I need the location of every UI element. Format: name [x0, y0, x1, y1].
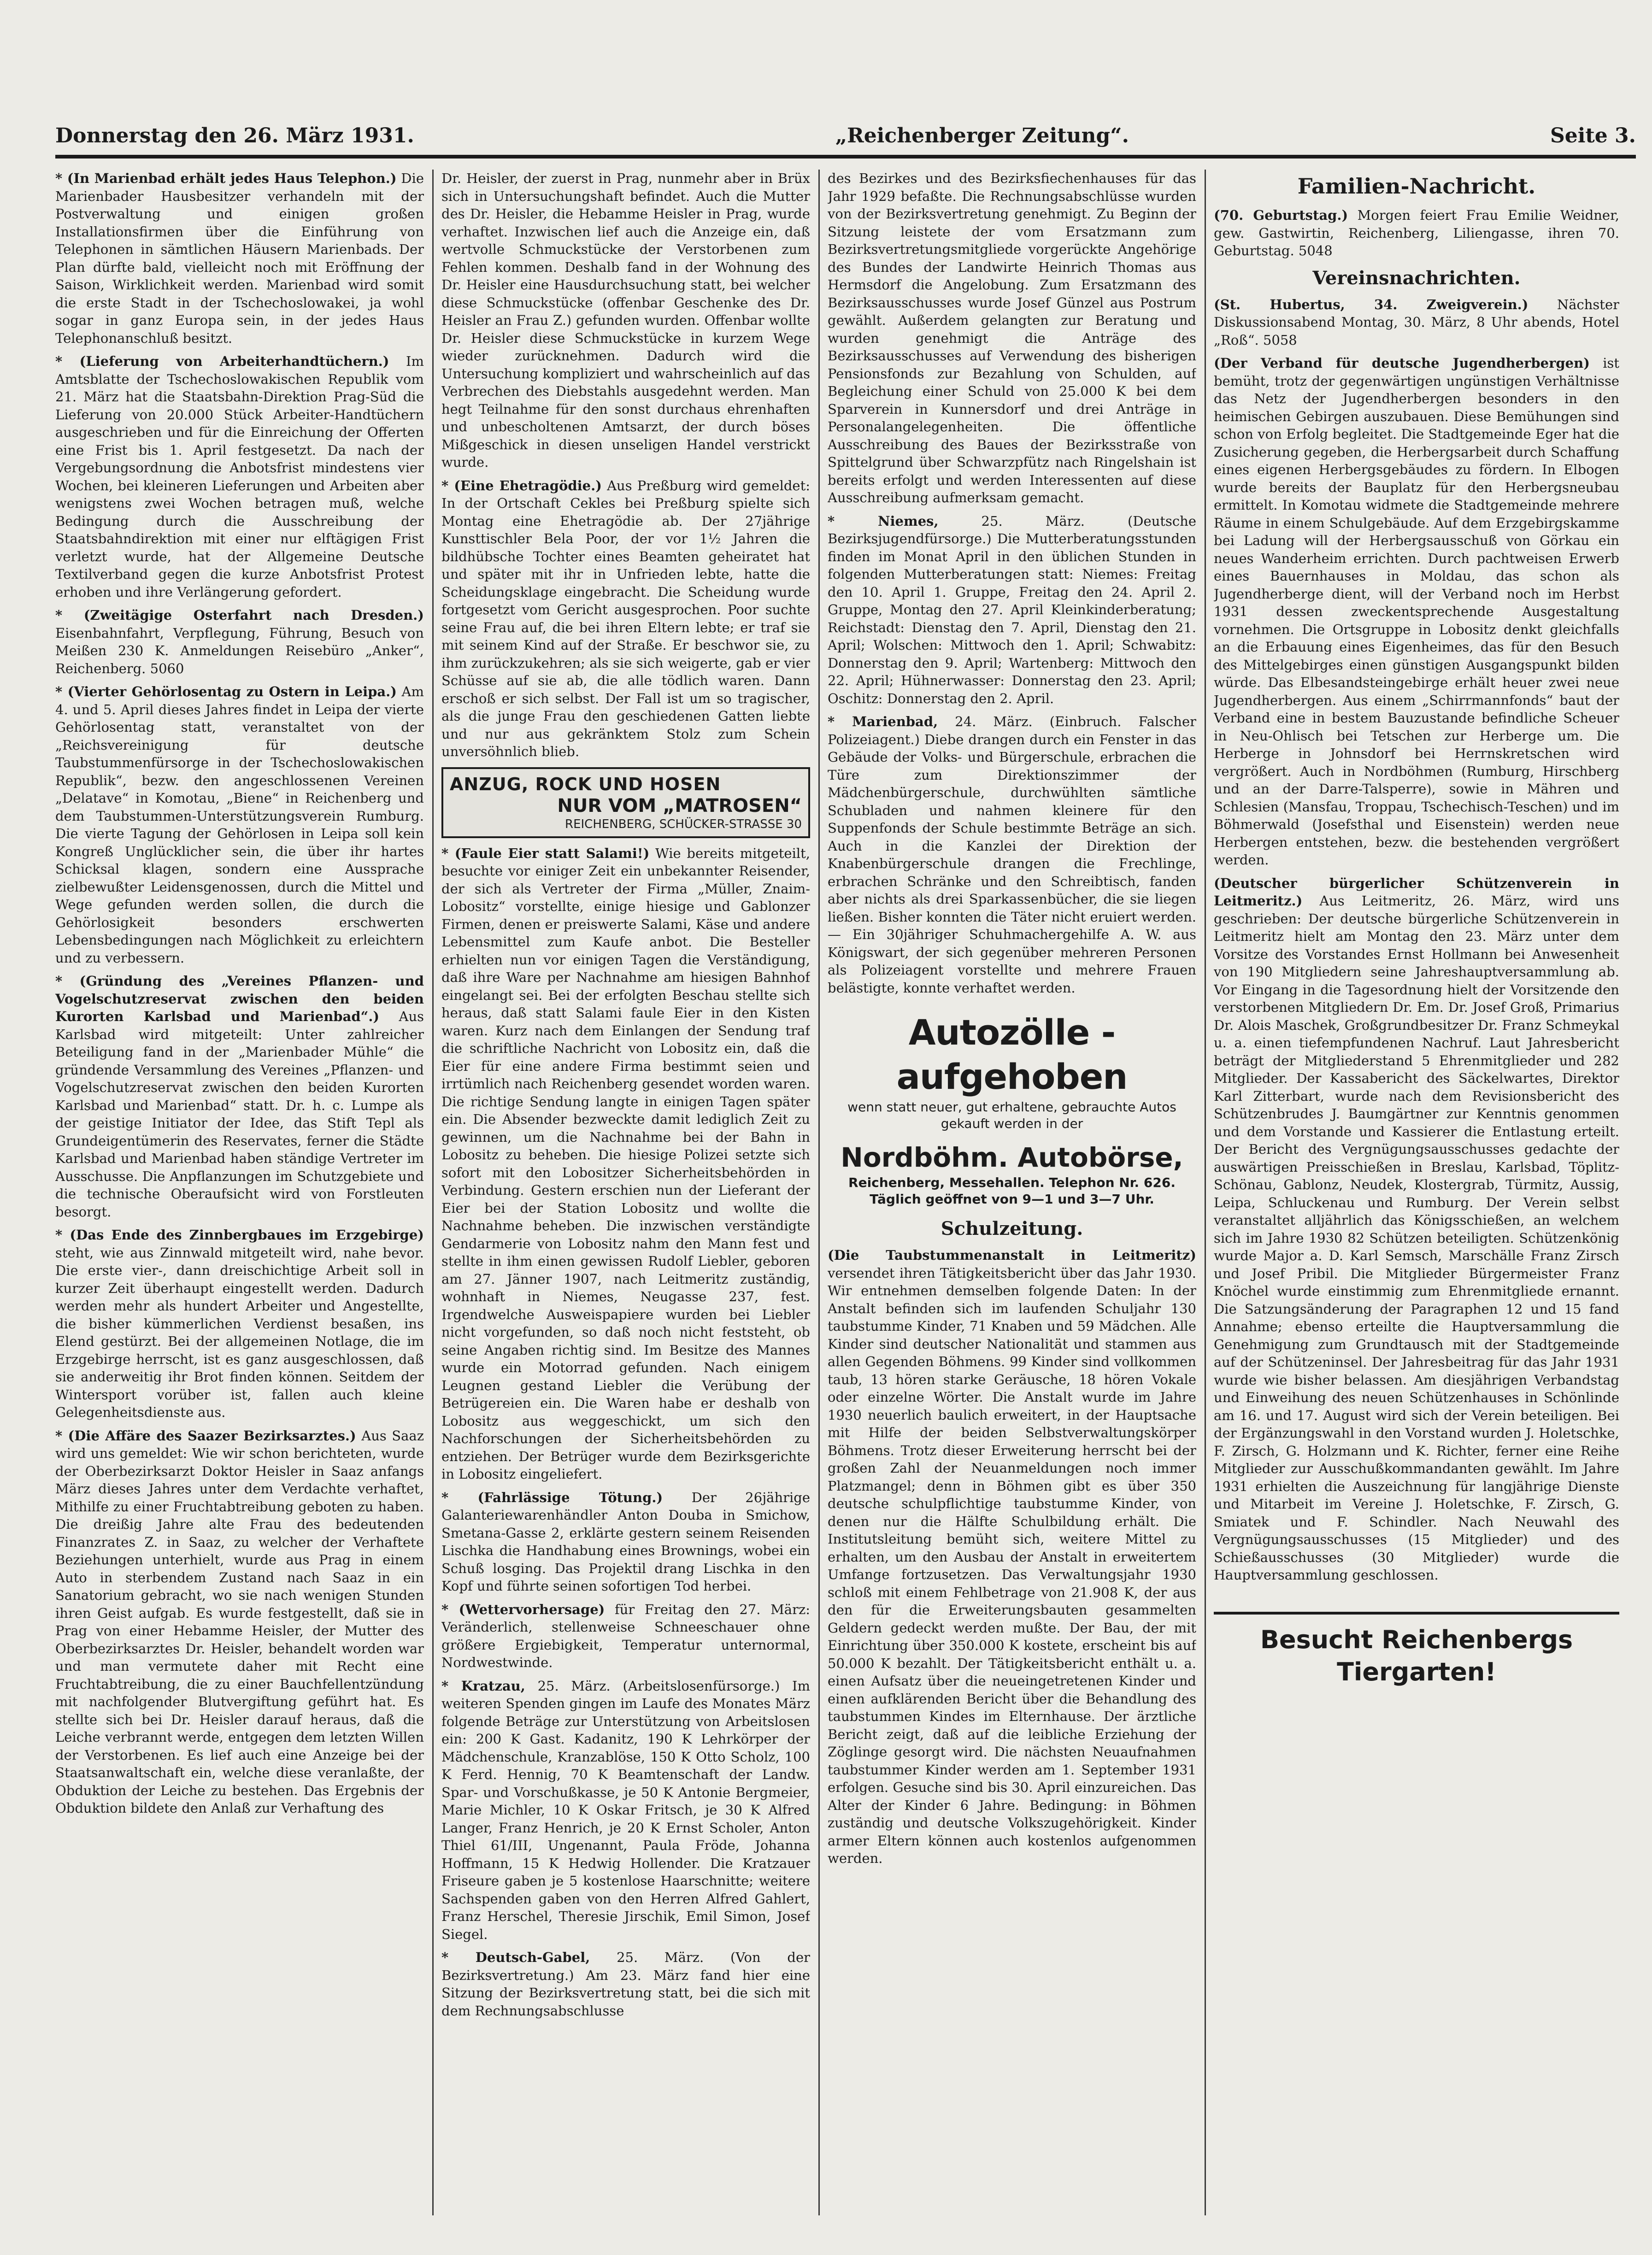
page-header: [55, 115, 1636, 147]
article-lead: * Marienbad,: [828, 714, 938, 729]
article-text: Der 26jährige Galanteriewarenhändler Anton Douba in Smichow, Smetana-Gasse 2, erklärte gestern seinem Reisenden Lischka die Handhabung eines Brownings, wobei ein Schuß losging. Das Projektil drang Lischka in den Kopf und führte seinen sofortigen Tod herbei.: [441, 1489, 810, 1594]
article-lead: (70. Geburtstag.): [1214, 207, 1348, 223]
article-text: Wie bereits mitgeteilt, besuchte vor einiger Zeit ein unbekannter Reisender, der sich als Vertreter der Firma „Müller, Znaim-Lobositz“ vorstellte, einige hiesige und Gablonzer Firmen, denen er preiswerte Salami, Käse und andere Lebensmittel zum Kaufe anbot. Die Besteller erhielten nun vor einigen Tagen die Verständigung, daß ihre Ware per Nachnahme am hiesigen Bahnhof eingelangt sei. Bei der erfolgten Beschau stellte sich heraus, daß statt Salami faule Eier in den Kisten waren. Kurz nach dem Einlangen der Sendung traf die schriftliche Nachricht von Lobositz ein, daß die Eier für eine andere Firma bestimmt seien und irrtümlich nach Reichenberg gesendet worden waren. Die richtige Sendung langte in einigen Tagen später ein. Die Absender bezweckte damit lediglich Zeit zu gewinnen, um die Nachnahme bei der Bahn in Lobositz zu beheben. Die hiesige Polizei setzte sich sofort mit den Lobositzer Sicherheitsbehörden in Verbindung. Gestern erschien nun der Lieferant der Eier bei der Station Lobositz und wollte die Nachnahme beheben. Die inzwischen verständigte Gendarmerie von Lobositz nahm den Mann fest und stellte in ihm einen gewissen Rudolf Liebler, geboren am 27. Jänner 1907, nach Leitmeritz zuständig, wohnhaft in Niemes, Neugasse 237, fest. Irgendwelche Ausweispapiere wurden bei Liebler nicht vorgefunden, so daß noch nicht feststeht, ob seine Angaben richtig sind. Im Besitze des Mannes wurde ein Motorrad gefunden. Nach einigem Leugnen gestand Liebler die Verübung der Betrügereien ein. Die Waren habe er deshalb von Lobositz aus weggeschickt, um sich den Nachforschungen der Sicherheitsbehörden zu entziehen. Der Betrüger wurde dem Bezirksgerichte in Lobositz eingeliefert.: [441, 845, 810, 1482]
article-lead: * (Zweitägige Osterfahrt nach Dresden.): [55, 607, 424, 623]
article-paragraph: [55, 606, 424, 677]
article-lead: * Niemes,: [828, 513, 939, 529]
article-text: Die Marienbader Hausbesitzer verhandeln mit der Postverwaltung und einigen großen Installationsfirmen über die Einführung von Telephonen in sämtlichen Häusern Marienbads. Der Plan dürfte bald, vielleicht noch mit Eröffnung der Saison, Wirklichkeit werden. Marienbad wird somit die erste Stadt in der Tschechoslowakei, ja wohl sogar in ganz Europa sein, in der jedes Haus Telephonanschluß besitzt.: [55, 170, 424, 346]
article-paragraph: [441, 1949, 810, 2020]
header-title: „Reichenberger Zeitung“.: [835, 124, 1129, 147]
article-paragraph: [1214, 206, 1619, 260]
article-lead: * (In Marienbad erhält jedes Haus Telephon.): [55, 170, 397, 186]
newspaper-page: [55, 115, 1636, 2235]
article-paragraph: [441, 477, 810, 761]
article-text: des Bezirkes und des Bezirksfiechenhauses für das Jahr 1929 befaßte. Die Rechnungsabschlüsse wurden von der Bezirksvertretung genehmigt. Zu Beginn der Sitzung leistete der vom Ersatzmann zum Bezirksvertretungsmitgliede vorgerückte Angehörige des Bundes der Landwirte Heinrich Thomas aus Hermsdorf die Angelobung. Zum Ersatzmann des Bezirksausschusses wurde Josef Günzel aus Postrum gewählt. Außerdem gelangten zur Beratung und wurden genehmigt die Anträge des Bezirksausschusses auf Verwendung des bisherigen Pensionsfonds zur Bezahlung von Schulden, auf Begleichung einer Schuld von 25.000 K bei dem Sparverein in Kunnersdorf und drei Anträge in Personalangelegenheiten. Die öffentliche Ausschreibung des Baues der Bezirksstraße von Spittelgrund über Schwarzpfütz nach Ringelshain ist bereits erfolgt und werden Interessenten auf diese Ausschreibung aufmerksam gemacht.: [828, 170, 1196, 505]
article-paragraph: [828, 512, 1196, 708]
advertisement-tiergarten: Besucht Reichenbergs Tiergarten!: [1214, 1612, 1619, 1688]
article-text: Aus Saaz wird uns gemeldet: Wie wir schon berichteten, wurde der Oberbezirksarzt Doktor Heisler in Saaz anfangs März dieses Jahres unter dem Verdachte verhaftet, Mithilfe zu einer Fruchtabtreibung geboten zu haben. Die dreißig Jahre alte Frau des bedeutenden Finanzrates Z. in Saaz, zu welcher der Verhaftete Beziehungen unterhielt, wurde aus Prag in einem Auto in sterbendem Zustand nach Saaz in ein Sanatorium gebracht, wo sie nach wenigen Stunden ihren Geist aufgab. Es wurde festgestellt, daß sie in Prag von einer Hebamme Heisler, der Mutter des Oberbezirksarztes Dr. Heisler, behandelt worden war und man vermutete daher mit Recht eine Fruchtabtreibung, die zu einer Bauchfellentzündung mit nachfolgender Blutvergiftung geführt hat. Es stellte sich bei Dr. Heisler darauf heraus, daß die Leiche verbrannt werde, entgegen dem letzten Willen der Verstorbenen. Es lief auch eine Anzeige bei der Staatsanwaltschaft ein, welche diese veranlaßte, der Obduktion der Leiche zu bestehen. Das Ergebnis der Obduktion bildete den Anlaß zur Verhaftung des: [55, 1427, 424, 1816]
article-paragraph: [55, 683, 424, 967]
article-paragraph: [55, 1226, 424, 1421]
article-text: Aus Preßburg wird gemeldet: In der Ortschaft Cekles bei Preßburg spielte sich Montag eine Ehetragödie ab. Der 27jährige Kunsttischler Bela Poor, der vor 1½ Jahren die bildhübsche Tochter eines Beamten geheiratet hat und später mit ihr in Unfrieden lebte, hatte die Scheidungsklage eingebracht. Die Scheidung wurde fortgesetzt vom Gericht ausgesprochen. Poor suchte seine Frau auf, die bei ihren Eltern lebte; er traf sie mit seinem Kind auf der Straße. Er beschwor sie, zu ihm zurückzukehren; als sie sich weigerte, gab er vier Schüsse auf sie ab, die alle tödlich waren. Dann erschoß er sich selbst. Der Fall ist um so tragischer, als die junge Frau den geschiedenen Gatten liebte und nur aus gekränktem Stolz zum Schein unversöhnlich blieb.: [441, 477, 810, 759]
article-paragraph: [55, 1427, 424, 1817]
article-paragraph: [441, 1677, 810, 1944]
ad-line: ANZUG, ROCK UND HOSEN: [450, 774, 721, 794]
article-text: Aus Karlsbad wird mitgeteilt: Unter zahlreicher Beteiligung fand in der „Marienbader Mühle“ die gründende Versammlung des Vereines „Pflanzen- und Vogelschutzreservat zwischen den beiden Kurorten Karlsbad und Marienbad“ statt. Dr. h. c. Lumpe als der geistige Initiator der Idee, das Stift Tepl als Grundeigentümerin des Reservates, ferner die Städte Karlsbad und Marienbad haben ständige Vertreter im Ausschusse. Die Anpflanzungen im Schutzgebiete und die technische Oberaufsicht wird von Forstleuten besorgt.: [55, 1009, 424, 1220]
article-text: Aus Leitmeritz, 26. März, wird uns geschrieben: Der deutsche bürgerliche Schützenverein in Leitmeritz hielt am Montag den 23. März unter dem Vorsitze des Vorstandes Ernst Hollmann bei Anwesenheit von 190 Mitgliedern seine Jahreshauptversammlung ab. Vor Eingang in die Tagesordnung hielt der Vorsitzende den verstorbenen Mitgliedern Dr. Em. Dr. Josef Groß, Primarius Dr. Alois Maschek, Großgrundbesitzer Dr. Franz Schmeykal u. a. einen tiefempfundenen Nachruf. Laut Jahresbericht beträgt der Mitgliederstand 5 Ehrenmitglieder und 282 Mitglieder. Der Kassabericht des Säckelwartes, Direktor Karl Zitterbart, wurde nach dem Revisionsbericht des Schützenbrudes J. Baumgärtner zur Kenntnis genommen und dem Vorstande und Kassierer die Entlastung erteilt. Der Bericht des Vergnügungsausschusses gedachte der auswärtigen Preisschießen in Breslau, Karlsbad, Töplitz-Schönau, Gablonz, Neudek, Klostergrab, Türmitz, Aussig, Leipa, Schluckenau und Rumburg. Der Verein selbst veranstaltet alljährlich das Königsschießen, an welchem sich im Jahre 1930 82 Schützen beteiligten. Schützenkönig wurde Major a. D. Karl Semsch, Marschälle Franz Zirsch und Josef Pribil. Die Mitglieder Bürgermeister Franz Knöchel wurde einstimmig zum Ehrenmitgliede ernannt. Die Satzungsänderung der Paragraphen 12 und 15 fand Annahme; ebenso erteilte die Hauptversammlung die Genehmigung zum Grundtausch mit der Stadtgemeinde auf der Schützeninsel. Der Jahresbeitrag für das Jahr 1931 wurde wie bisher belassen. Am diesjährigen Verbandstag und Einweihung des neuen Schützenhauses in Schönlinde am 16. und 17. August wird sich der Verein beteiligen. Bei der Ergänzungswahl in den Vorstand wurden J. Holetschke, F. Zirsch, G. Holzmann und K. Richter, ferner eine Reihe Mitglieder zur Ausschußkommandanten gewählt. Im Jahre 1931 erhielten die Auszeichnung für langjährige Dienste und Mitarbeit im Vereine J. Holetschke, F. Zirsch, G. Smiatek und F. Schindler. Nach Neuwahl des Vergnügungsausschusses (15 Mitglieder) und des Schießausschusses (30 Mitglieder) wurde die Hauptversammlung geschlossen.: [1214, 893, 1619, 1583]
article-text: 24. März. (Einbruch. Falscher Polizeiagent.) Diebe drangen durch ein Fenster in das Gebäude der Volks- und Bürgerschule, erbrachen die Türe zum Direktionszimmer der Mädchenbürgerschule, durchwühlten sämtliche Schubladen und nahmen kleinere für den Suppenfonds der Schule bestimmte Beträge an sich. Auch in die Kanzlei der Direktion der Knabenbürgerschule drangen die Frechlinge, erbrachen Schränke und den Schreibtisch, fanden aber nichts als drei Sparkassenbücher, die sie liegen ließen. Bisher konnten die Täter nicht eruiert werden. — Ein 30jähriger Schuhmachergehilfe A. W. aus Königswart, der sich gegenüber mehreren Personen als Polizeiagent vorstellte und mehrere Frauen belästigte, konnte verhaftet werden.: [828, 714, 1196, 996]
article-lead: * (Fahrlässige Tötung.): [441, 1489, 663, 1505]
article-text: für Freitag den 27. März: Veränderlich, stellenweise Schneeschauer ohne größere Ergiebigkeit, Temperatur unternormal, Nordwestwinde.: [441, 1601, 810, 1670]
article-lead: (Deutscher bürgerlicher Schützenverein in Leitmeritz.): [1214, 875, 1619, 909]
ad-subline: wenn statt neuer, gut erhaltene, gebrauchte Autos gekauft werden in der: [847, 1099, 1176, 1131]
article-paragraph: [55, 972, 424, 1221]
article-lead: * (Wettervorhersage): [441, 1601, 605, 1617]
section-heading: Schulzeitung.: [941, 1218, 1083, 1239]
article-lead: * Deutsch-Gabel,: [441, 1950, 590, 1965]
article-paragraph: [828, 713, 1196, 997]
article-lead: * (Faule Eier statt Salami!): [441, 845, 650, 861]
ad-headline: Autozölle - aufgehoben: [896, 1012, 1128, 1097]
article-text: Im Amtsblatte der Tschechoslowakischen Republik vom 21. März hat die Staatsbahn-Direktion Prag-Süd die Lieferung von 20.000 Stück Arbeiter-Handtüchern ausgeschrieben und für die Einreichung der Offerten eine Frist bis 1. April festgesetzt. Da nach der Vergebungsordnung die Anbotsfrist mindestens vier Wochen, bei kleineren Lieferungen und Arbeiten aber wenigstens zwei Wochen betragen muß, welche Bedingung durch die Ausschreibung der Staatsbahndirektion mit einer nur elftägigen Frist verletzt wurde, hat der Allgemeine Deutsche Textilverband gegen die kurze Anbotsfrist Protest erhoben und ihre Verlängerung gefordert.: [55, 353, 424, 600]
article-lead: (Der Verband für deutsche Jugendherbergen): [1214, 355, 1590, 371]
ad-address: Reichenberg, Messehallen. Telephon Nr. 626. Täglich geöffnet von 9—1 und 3—7 Uhr.: [848, 1175, 1176, 1207]
article-lead: * (Das Ende des Zinnbergbaues im Erzgebirge): [55, 1227, 424, 1243]
section-heading: Vereinsnachrichten.: [1312, 267, 1521, 289]
advertisement-matrosen: [441, 767, 810, 838]
article-paragraph: [55, 170, 424, 347]
ad-company: Nordböhm. Autobörse,: [841, 1142, 1183, 1173]
column-4: [1214, 170, 1619, 2225]
article-lead: * (Die Affäre des Saazer Bezirksarztes.): [55, 1427, 356, 1444]
article-paragraph: [1214, 875, 1619, 1584]
article-lead: (St. Hubertus, 34. Zweigverein.): [1214, 296, 1529, 312]
article-paragraph: [441, 1489, 810, 1595]
article-text: versendet ihren Tätigkeitsbericht über das Jahr 1930. Wir entnehmen demselben folgende Daten: In der Anstalt befinden sich im laufenden Schuljahr 130 taubstumme Kinder, 71 Knaben und 59 Mädchen. Alle Kinder sind deutscher Nationalität und stammen aus allen Gegenden Böhmens. 99 Kinder sind vollkommen taub, 13 hören starke Geräusche, 18 hören Vokale oder einzelne Wörter. Die Anstalt wurde im Jahre 1930 neuerlich baulich erweitert, in der Hauptsache mit Hilfe der beiden Selbstverwaltungskörper Böhmens. Trotz dieser Erweiterung herrscht bei der großen Zahl der Neuanmeldungen noch immer Platzmangel; denn in Böhmen gibt es über 350 deutsche schulpflichtige taubstumme Kinder, von denen nur die Hälfte Schulbildung erhält. Die Institutsleitung bemüht sich, weitere Mittel zu erhalten, um den Ausbau der Anstalt in erweitertem Umfange fortzusetzen. Das Verwaltungsjahr 1930 schloß mit einem Fehlbetrage von 21.908 K, der aus den für die Erweiterungsbauten gesammelten Geldern gedeckt werden mußte. Der Bau, der mit Einrichtung über 350.000 K kostete, erscheint bis auf 50.000 K bezahlt. Der Tätigkeitsbericht enthält u. a. einen Aufsatz über die neueingetretenen Kinder und einen aufklärenden Bericht über die Behandlung des taubstummen Kindes im Elternhause. Der ärztliche Bericht zeigt, daß auf die leibliche Erziehung der Zöglinge gesorgt wird. Die nächsten Neuaufnahmen taubstummer Kinder werden am 1. September 1931 erfolgen. Gesuche sind bis 30. April einzureichen. Das Alter der Kinder 6 Jahre. Bedingung: in Böhmen zuständig und deutsche Volkszugehörigkeit. Kinder armer Eltern können auch kostenlos aufgenommen werden.: [828, 1265, 1196, 1866]
article-text: Dr. Heisler, der zuerst in Prag, nunmehr aber in Brüx sich in Untersuchungshaft befindet. Auch die Mutter des Dr. Heisler, die Hebamme Heisler in Prag, wurde verhaftet. Inzwischen lief auch die Anzeige ein, daß wertvolle Schmuckstücke der Verstorbenen zum Fehlen kommen. Deshalb fand in der Wohnung des Dr. Heisler eine Hausdurchsuchung statt, bei welcher diese Schmuckstücke (offenbar Geschenke des Dr. Heisler an Frau Z.) gefunden wurden. Offenbar wollte Dr. Heisler diese Schmuckstücke in kurzem Wege wieder zurücknehmen. Dadurch wird die Untersuchung kompliziert und wahrscheinlich auf das Verbrechen des Diebstahls ausgedehnt werden. Man hegt Teilnahme für den sonst durchaus ehrenhaften und unbescholtenen Amtsarzt, der durch böses Mißgeschick in diesen unseligen Handel verstrickt wurde.: [441, 170, 810, 470]
article-paragraph: [1214, 354, 1619, 869]
header-date: Donnerstag den 26. März 1931.: [55, 124, 414, 147]
article-lead: * (Eine Ehetragödie.): [441, 477, 602, 493]
article-text: 25. März. (Arbeitslosenfürsorge.) Im weiteren Spenden gingen im Laufe des Monates März folgende Beträge zur Unterstützung von Arbeitslosen ein: 200 K Gast. Kadanitz, 190 K Lehrkörper der Mädchenschule, Kranzablöse, 150 K Otto Scholz, 100 K Ferd. Hennig, 70 K Beamtenschaft der Landw. Spar- und Vorschußkasse, je 50 K Antonie Bergmeier, Marie Michler, 10 K Oskar Fritsch, je 30 K Alfred Langer, Franz Henrich, je 20 K Ernst Scholer, Anton Thiel 61/III, Ungenannt, Paula Fröde, Johanna Hoffmann, 15 K Hedwig Hollender. Die Kratzauer Friseure gaben je 5 kostenlose Haarschnitte; weitere Sachspenden gaben von den Herren Alfred Gahlert, Franz Herschel, Theresie Jirschik, Emil Simon, Josef Siegel.: [441, 1678, 810, 1942]
header-page-number: Seite 3.: [1550, 124, 1636, 147]
column-1: [55, 170, 424, 2225]
article-paragraph: [441, 1601, 810, 1672]
article-paragraph: [441, 845, 810, 1483]
article-text: steht, wie aus Zinnwald mitgeteilt wird, nahe bevor. Die erste vier-, dann dreischichtige Arbeit soll in kurzer Zeit überhaupt eingestellt werden. Dadurch werden mehr als hundert Arbeiter und Angestellte, die bisher kümmerlichen Verdienst besaßen, ins Elend gestürzt. Bei der allgemeinen Notlage, die im Erzgebirge herrscht, ist es ganz ausgeschlossen, daß sie anderweitig ihr Brot finden können. Seitdem der Wintersport vorüber ist, fallen auch kleine Gelegenheitsdienste aus.: [55, 1245, 424, 1420]
column-3: [828, 170, 1196, 2225]
column-divider: [432, 170, 434, 2215]
article-text: Nächster Diskussionsabend Montag, 30. März, 8 Uhr abends, Hotel „Roß“. 5058: [1214, 296, 1619, 348]
article-text: 25. März. (Von der Bezirksvertretung.) Am 23. März fand hier eine Sitzung der Bezirksvertretung statt, bei die sich mit dem Rechnungsabschlusse: [441, 1950, 810, 2019]
article-paragraph: [55, 352, 424, 601]
header-rule: [55, 155, 1636, 159]
article-text: ist bemüht, trotz der gegenwärtigen ungünstigen Verhältnisse das Netz der Jugendherbergen besonders in den heimischen Gebirgen auszubauen. Diese Bemühungen sind schon von Erfolg begleitet. Die Stadtgemeinde Eger hat die Zusicherung gegeben, die Herbergsarbeit durch Schaffung eines eigenen Herbergsgebäudes zu fördern. In Elbogen wurde bereits der Bauplatz für den Herbergsneubau ermittelt. In Komotau widmete die Stadtgemeinde mehrere Räume in einem Schulgebäude. Auf dem Erzgebirgskamme bei Ladung will der Herbergsausschuß von Görkau ein neues Wanderheim errichten. Durch pachtweisen Erwerb eines Bauernhauses in Moldau, das schon als Jugendherberge dient, will der Verband noch im Herbst 1931 dessen zweckentsprechende Ausgestaltung vornehmen. Die Ortsgruppe in Lobositz denkt gleichfalls an die Erbauung eines Eigenheimes, das für den Besuch des Mittelgebirges einen günstigen Ausgangspunkt bilden würde. Das Elbesandsteingebirge erhält heuer zwei neue Jugendherbergen. Aus einem „Schirrmannfonds“ baut der Verband eine in bestem Bauzustande befindliche Scheuer in Neu-Ohlisch bei Tetschen zur Herberge um. Die Herberge in Johnsdorf bei Herrnskretschen wird vergrößert. Auch in Nordböhmen (Rumburg, Hirschberg und an der Darre-Talsperre), sowie in Mähren und Schlesien (Mansfau, Troppau, Tschechisch-Teschen) und im Böhmerwald (Josefsthal und Eisenstein) werden neue Herbergen entstehen, bezw. die bestehenden vergrößert werden.: [1214, 355, 1619, 868]
article-paragraph: [828, 1246, 1196, 1867]
article-text: Morgen feiert Frau Emilie Weidner, gew. Gastwirtin, Reichenberg, Liliengasse, ihren 70. Geburtstag. 5048: [1214, 207, 1619, 258]
article-lead: * (Vierter Gehörlosentag zu Ostern in Leipa.): [55, 684, 397, 699]
article-lead: (Die Taubstummenanstalt in Leitmeritz): [828, 1247, 1196, 1263]
article-paragraph: [828, 170, 1196, 507]
column-divider: [818, 170, 820, 2215]
section-heading: Familien-Nachricht.: [1297, 174, 1536, 199]
article-paragraph: [1214, 296, 1619, 349]
ad-line: NUR VOM „MATROSEN“: [557, 795, 802, 816]
column-2: [441, 170, 810, 2225]
article-paragraph: [441, 170, 810, 471]
article-lead: * Kratzau,: [441, 1678, 525, 1694]
article-lead: * (Gründung des „Vereines Pflanzen- und Vogelschutzreservat zwischen den beiden Kurorten Karlsbad und Marienbad“.): [55, 973, 424, 1024]
article-lead: * (Lieferung von Arbeiterhandtüchern.): [55, 353, 389, 369]
article-text: Eisenbahnfahrt, Verpflegung, Führung, Besuch von Meißen 230 K. Anmeldungen Reisebüro „Anker“, Reichenberg. 5060: [55, 625, 424, 676]
column-divider: [1205, 170, 1206, 2215]
ad-address: REICHENBERG, SCHÜCKER-STRASSE 30: [565, 817, 802, 831]
article-text: Am 4. und 5. April dieses Jahres findet in Leipa der vierte Gehörlosentag statt, veranstaltet von der „Reichsvereinigung für deutsche Taubstummenfürsorge in der Tschechoslowakischen Republik“, bezw. den angeschlossenen Vereinen „Delatave“ in Komotau, „Biene“ in Reichenberg und dem Taubstummen-Unterstützungsverein Rumburg. Die vierte Tagung der Gehörlosen in Leipa soll kein Kongreß Unglücklicher sein, die über ihr hartes Schicksal klagen, sondern eine Aussprache zielbewußter Leidensgenossen, durch die Mittel und Wege gefunden werden sollen, die durch die Gehörlosigkeit besonders erschwerten Lebensbedingungen nach Möglichkeit zu erleichtern und zu verbessern.: [55, 684, 424, 966]
advertisement-autoboerse: [828, 1010, 1196, 1208]
article-text: 25. März. (Deutsche Bezirksjugendfürsorge.) Die Mutterberatungsstunden finden im Monat April in den üblichen Stunden in folgenden Mutterberatungen statt: Niemes: Freitag den 10. April 1. Gruppe, Freitag den 24. April 2. Gruppe, Montag den 27. April Kleinkinderberatung; Reichstadt: Dienstag den 7. April, Dienstag den 21. April; Wolschen: Mittwoch den 1. April; Schwabitz: Donnerstag den 9. April; Wartenberg: Mittwoch den 22. April; Hühnerwasser: Donnerstag den 23. April; Oschitz: Donnerstag den 2. April.: [828, 513, 1196, 706]
